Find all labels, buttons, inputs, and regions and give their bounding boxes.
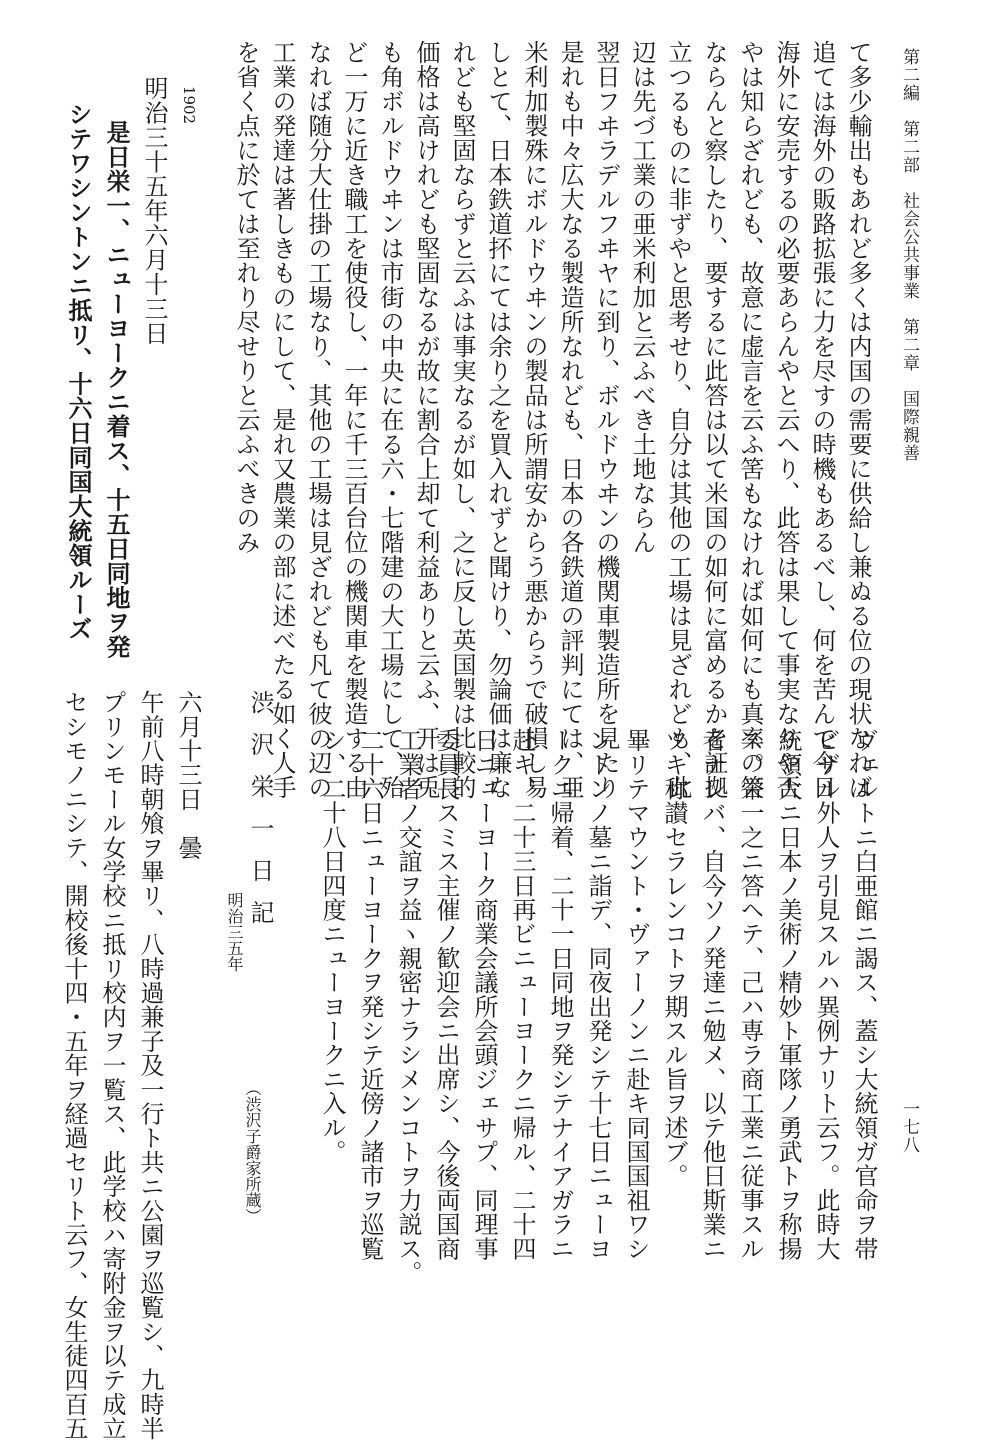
diary-line: セシモノニシテ、開校後十四・五年ヲ経過セリト云フ、女生徒四百五 [60,690,88,1440]
lower-line: ヴェルトニ白亜館ニ謁ス、蓋シ大統領ガ官命ヲ帯 [850,728,878,1261]
upper-line: 辺は先づ工業の亜米利加と云ふべき土地ならん [628,40,656,555]
upper-line: 海外に安売するの必要あらんやと云へり、此答は果して事実なりや否 [772,40,800,800]
lower-line: 統領大ニ日本ノ美術ノ精妙ト軍隊ノ勇武トヲ称揚 [774,728,802,1261]
lower-line: ークニ帰着、二十一日同地ヲ発シテナイアガラニ [546,728,574,1261]
source-note: （渋沢子爵家所蔵） [243,1080,262,1224]
upper-line: を省く点に於ては至れり尽せりと云ふべきのみ [232,40,260,555]
upper-line: なれば随分大仕掛の工場なり、其他の工場は見ざれども凡て彼の辺の [304,40,332,800]
lower-line: 者ナレバ、自今ソノ発達ニ勉メ、以テ他日斯業ニ [698,728,726,1261]
year-marker: 1902 [180,85,199,125]
upper-line: れども堅固ならずと云ふは事実なるが如し、之に反し英国製は比較的 [448,40,476,800]
upper-line: ど一万に近き職工を使役し、一年に千三百台位の機関車を製造する由 [340,40,368,800]
lower-line: 日ニューヨーク商業会議所会頭ジェサプ、同理事 [470,728,498,1261]
upper-line: 価格は高けれども堅固なるが故に割合上却て利益ありと云ふ、开は兎 [412,40,440,800]
upper-line: 翌日フヰラデルフヰヤに到り、ボルドウヰンの機関車製造所を見たり [592,40,620,800]
entry-line: シテワシントンニ抵リ、十六日同国大統領ルーズ [64,102,93,641]
upper-line: 立つるものに非ずやと思考せり、自分は其他の工場は見ざれども、此 [664,40,692,800]
diary-line: 午前八時朝飧ヲ畢リ、八時過兼子及一行ト共ニ公園ヲ巡覧シ、九時半 [136,690,164,1440]
upper-line: 追ては海外の販路拡張に力を尽すの時機もあるべし、何を苦んで今日 [808,40,836,800]
upper-line: ならんと察したり、要するに此答は以て米国の如何に富めるかを証拠 [700,40,728,800]
upper-line: 是れも中々広大なる製造所なれども、日本の各鉄道の評判にては、亜 [556,40,584,800]
diary-line: 六月十三日 曇 [174,690,202,860]
lower-line: シ、二十八日四度ニューヨークニ入ル。 [318,728,346,1164]
upper-line: やは知らざれども、故意に虚言を云ふ筈もなければ如何にも真率の答 [736,40,764,800]
entry-line: 是日栄一、ニューヨークニ着ス、十五日同地ヲ発 [102,120,131,659]
upper-line: 工業の発達は著しきものにして、是れ又農業の部に述べたる如く人手 [268,40,296,800]
lower-line: ビザル外人ヲ引見スルハ異例ナリト云フ。此時大 [812,728,840,1261]
upper-line: て多少輸出もあれど多くは内国の需要に供給し兼ぬる位の現状なれば [844,40,872,800]
lower-line: 畢リテマウント・ヴァーノンニ赴キ同国国祖ワシ [622,728,650,1261]
date-heading: 明治三十五年六月十三日 [140,76,168,346]
upper-line: も角ボルドウヰンは市街の中央に在る六・七階建の大工場にして、殆 [376,40,404,800]
running-title: 第二編 第二部 社会公共事業 第二章 国際親善 [899,48,919,462]
upper-line: しとて、日本鉄道抔にては余り之を買入れずと聞けり、勿論価は廉な [484,40,512,800]
lower-line: ス。栄一之ニ答ヘテ、己ハ専ラ商工業ニ従事スル [736,728,764,1261]
upper-line: 米利加製殊にボルドウヰンの製品は所謂安からう悪からうで破損し易 [520,40,548,800]
diary-year: 明治三五年 [225,892,244,972]
lower-line: 赴キ、二十三日再ビニューヨークニ帰ル、二十四 [508,728,536,1261]
lower-line: 二十六日ニューヨークヲ発シテ近傍ノ諸市ヲ巡覧 [356,728,384,1261]
lower-line: 委員長スミス主催ノ歓迎会ニ出席シ、今後両国商 [432,728,460,1261]
lower-line: 工業者ノ交誼ヲ益ヽ親密ナラシメンコトヲ力説ス。 [394,728,422,1285]
lower-line: ツキ称讃セラレンコトヲ期スル旨ヲ述ブ。 [660,728,688,1188]
diary-line: プリンモール女学校ニ抵リ校内ヲ一覧ス、此学校ハ寄附金ヲ以テ成立 [98,690,126,1440]
page-number: 一七八 [899,1100,919,1154]
lower-line: ントンノ墓ニ詣デ、同夜出発シテ十七日ニューヨ [584,728,612,1261]
diary-title: 渋沢栄一日記 [246,690,274,942]
